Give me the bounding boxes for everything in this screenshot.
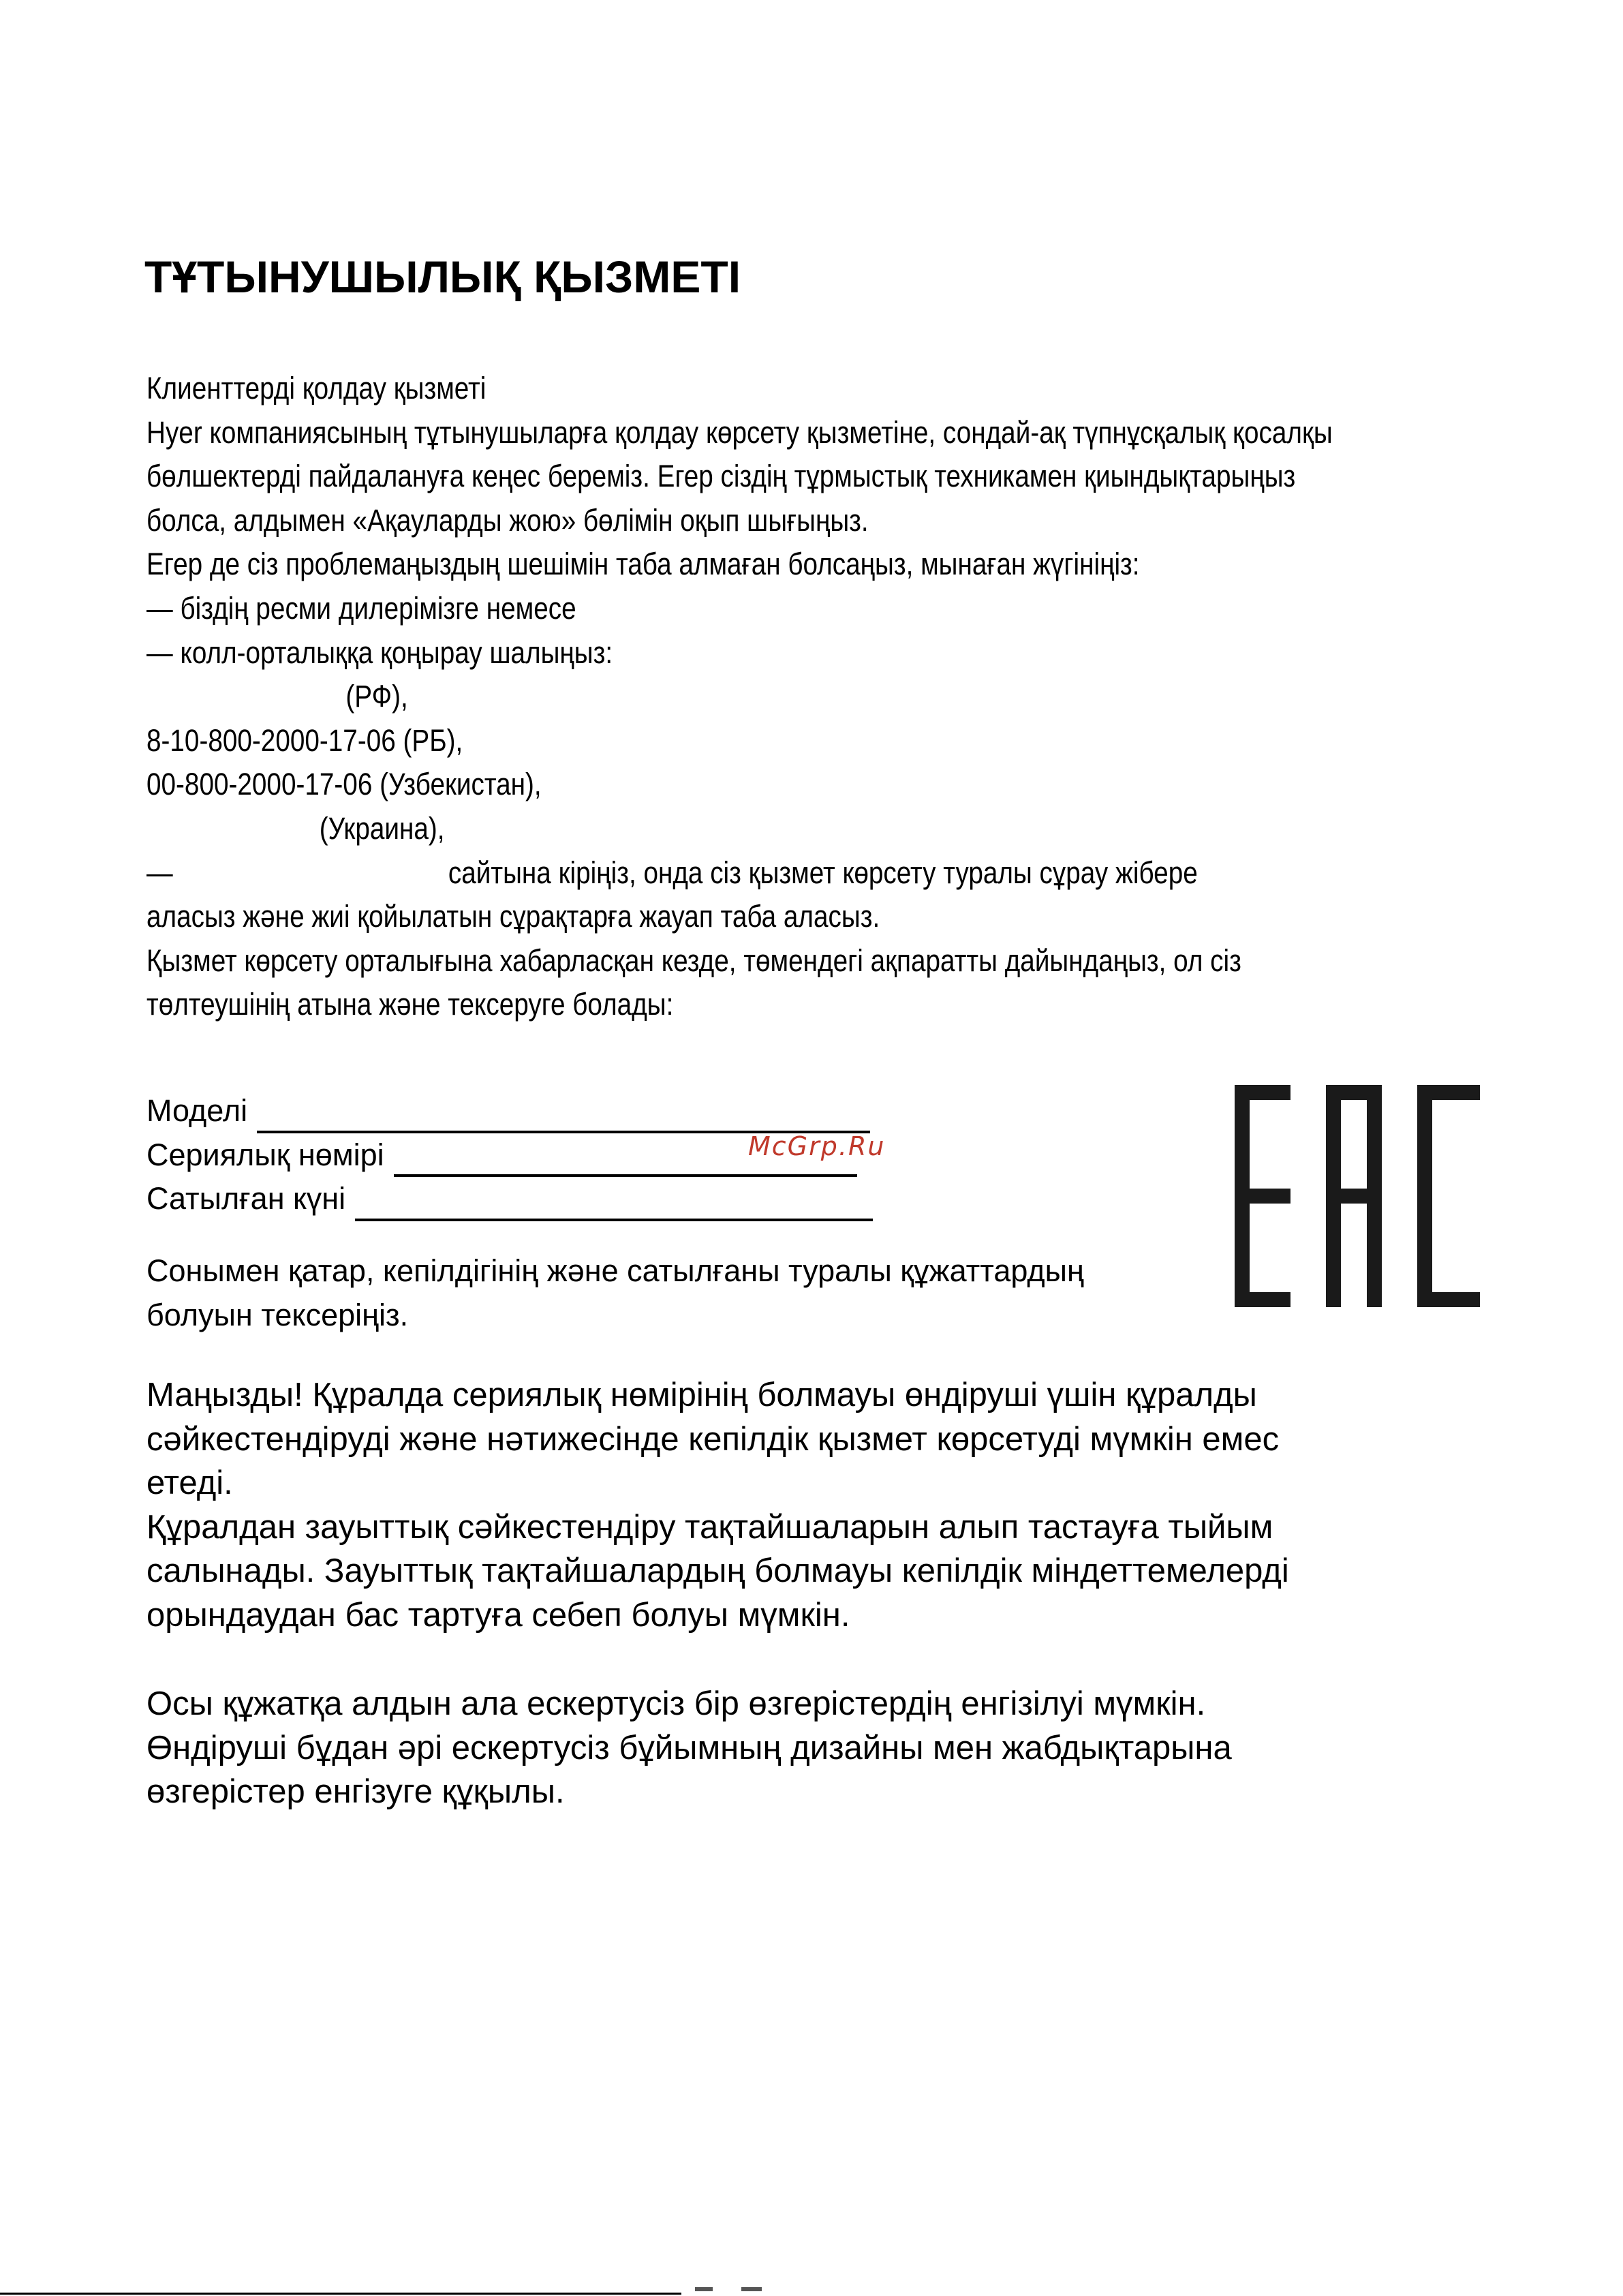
change-notice (146, 1682, 1232, 1814)
eac-logo-glyphs (1235, 1085, 1480, 1307)
support-paragraph-line: бөлшектерді пайдалануға кеңес береміз. Егер сіздің тұрмыстық техникамен қиындықтарыңыз (146, 459, 1296, 494)
notice-line: Осы құжатқа алдын ала ескертусіз бір өзгерістердің енгізілуі мүмкін. (146, 1685, 1206, 1722)
notice-line: Өндіруші бұдан әрі ескертусіз бұйымның дизайны мен жабдықтарына (146, 1729, 1232, 1766)
footer-mark (695, 2287, 713, 2291)
website-option (146, 851, 1530, 896)
important-line: сәйкестендіруді және нәтижесінде кепілдік қызмет көрсетуді мүмкін емес (146, 1420, 1280, 1458)
support-section (146, 367, 1530, 1027)
support-instruction: Егер де сіз проблемаңыздың шешімін таба алмаған болсаңыз, мынаған жүгініңіз: (146, 547, 1140, 582)
service-info-line: Қызмет көрсету орталығына хабарласқан кезде, төмендегі ақпаратты дайындаңыз, ол сіз (146, 943, 1241, 978)
website-text: сайтына кіріңіз, онда сіз қызмет көрсету туралы сұрау жібере (448, 855, 1198, 890)
important-line: Құралдан зауыттық сәйкестендіру тақтайшаларын алып тастауға тыйым (146, 1508, 1273, 1546)
important-line: Маңызды! Құралда сериялық нөмірінің болмауы өндіруші үшін құралды (146, 1377, 1257, 1413)
notice-line: өзгерістер енгізуге құқылы. (146, 1773, 565, 1810)
sale-date-label: Сатылған күні (146, 1181, 346, 1216)
page-title: ТҰТЫНУШЫЛЫҚ ҚЫЗМЕТІ (144, 251, 741, 302)
phone-rb: 8-10-800-2000-17-06 (РБ), (146, 722, 463, 758)
model-label: Моделі (146, 1093, 248, 1128)
check-line: Сонымен қатар, кепілдігінің және сатылғаны туралы құжаттардың (146, 1253, 1084, 1288)
important-line: орындаудан бас тартуға себеп болуы мүмкін. (146, 1596, 850, 1634)
phone-ua: (Украина), (319, 810, 445, 846)
callcenter-option: — колл-орталыққа қоңырау шалыңыз: (146, 634, 613, 670)
service-info-line: төлтеушінің атына және тексеруге болады: (146, 987, 674, 1022)
support-paragraph-line: Hyer компаниясының тұтынушыларға қолдау көрсету қызметіне, сондай-ақ түпнұсқалық қосалқы (146, 414, 1333, 450)
footer-rule (0, 2293, 681, 2295)
phone-rf: (РФ), (345, 679, 408, 714)
important-line: етеді. (146, 1465, 233, 1501)
document-check-note (146, 1249, 1084, 1337)
serial-label: Сериялық нөмірі (146, 1137, 384, 1172)
dealer-option: — біздің ресми дилерімізге немесе (146, 590, 576, 626)
important-line: салынады. Зауыттық тақтайшалардың болмауы кепілдік міндеттемелерді (146, 1552, 1289, 1589)
sale-date-blank-line[interactable] (355, 1189, 873, 1221)
support-heading: Клиенттерді қолдау қызметі (146, 371, 486, 405)
eac-certification-mark (1235, 1085, 1480, 1307)
phone-uz: 00-800-2000-17-06 (Узбекистан), (146, 767, 542, 802)
check-line: болуын тексеріңіз. (146, 1298, 409, 1332)
important-notice (146, 1373, 1289, 1637)
website-dash: — (146, 855, 173, 890)
model-blank-line[interactable] (257, 1101, 870, 1133)
sale-date-field[interactable] (146, 1177, 873, 1221)
footer-mark (741, 2287, 762, 2291)
watermark: McGrp.Ru (748, 1131, 886, 1161)
model-field[interactable] (146, 1089, 873, 1133)
support-paragraph-line: болса, алдымен «Ақауларды жою» бөлімін оқып шығыңыз. (146, 502, 869, 538)
website-text-continued: аласыз және жиі қойылатын сұрақтарға жауап таба аласыз. (146, 899, 880, 934)
